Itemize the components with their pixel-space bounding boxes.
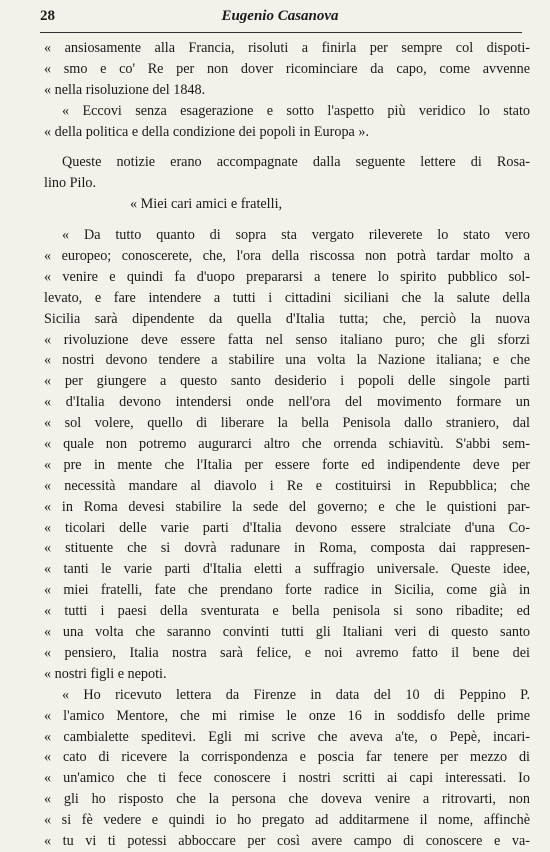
text-line: « un'amico che ti fece conoscere i nostri scritti ai capi interessati. Io [44,770,530,787]
text-line: Queste notizie erano accompagnate dalla seguente lettere di Rosa- [62,154,530,171]
text-line: « tanti le varie parti d'Italia eletti a suffragio universale. Queste idee, [44,561,530,578]
text-line: levato, e fare intendere a tutti i cittadini siciliani che la salute della [44,289,530,306]
header-rule [40,32,522,33]
text-line: « pensiero, Italia nostra sarà felice, e noi avremo fatto il bene dei [44,644,530,661]
text-line: « tu vi ti potessi abboccare per così avere campo di conoscere e va- [44,832,530,849]
text-line: « della politica e della condizione dei popoli in Europa ». [44,123,370,140]
paragraph-gap [44,215,530,225]
text-line: « pre in mente che l'Italia per essere forte ed indipendente deve per [44,456,530,473]
text-line: « necessità mandare al diavolo i Re e costituirsi in Repubblica; che [44,477,530,494]
text-line: « una volta che saranno convinti tutti gli Italiani veri di questo santo [44,624,530,641]
text-line: « gli ho risposto che la persona che doveva venire a ritrovarti, non [44,791,530,808]
page-body [44,38,530,852]
text-line: « tutti i paesi della sventurata e bella penisola si sono ribadite; ed [44,603,530,620]
text-line: « smo e co' Re per non dover ricominciare da capo, come avvenne [44,60,530,77]
text-line: « ansiosamente alla Francia, risoluti a finirla per sempre col dispoti- [44,40,530,56]
text-line: « nostri devono tendere a stabilire una volta la Nazione italiana; e che [44,352,530,369]
text-line: « nostri figli e nepoti. [44,665,167,682]
text-line: « per giungere a questo santo desiderio i popoli delle singole parti [44,373,530,390]
text-line: « l'amico Mentore, che mi rimise le onze 16 in soddisfo delle prime [44,707,530,724]
text-line: « sol volere, quello di liberare la bella Penisola dallo straniero, dal [44,415,530,432]
paragraph-gap [44,142,530,152]
text-line: lino Pilo. [44,175,97,192]
page-header [40,8,520,30]
text-line: « cato di ricevere la corrispondenza e poscia far tenere per mezzo di [44,749,530,766]
page-number: 28 [40,8,55,24]
text-line: « Eccovi senza esagerazione e sotto l'aspetto più veridico lo stato [62,102,530,119]
text-line: « venire e quindi fa d'uopo prepararsi a tenere lo spirito pubblico sol- [44,268,530,285]
text-line: « si fè vedere e quindi io ho pregato ad additarmene il nome, affinchè [44,812,530,829]
text-line: « Ho ricevuto lettera da Firenze in data del 10 di Peppino P. [62,686,530,703]
text-line: « in Roma devesi stabilire la sede del governo; e che le quistioni par- [44,498,530,515]
text-line: « stituente che si dovrà radunare in Roma, composta dai rappresen- [44,540,530,557]
text-line: « miei fratelli, fate che prendano forte radice in Sicilia, come già in [44,582,530,599]
text-line: « cambialette speditevi. Egli mi scrive che aveva a'te, o Pepè, incari- [44,728,530,745]
text-line: « europeo; conoscerete, che, l'ora della riscossa non potrà tardar molto a [44,248,530,265]
text-line: « quale non potremo augurarci altro che orrenda schiavitù. S'abbi sem- [44,436,530,453]
text-line: « ticolari delle varie parti d'Italia devono essere stralciate d'una Co- [44,519,530,536]
text-line: « Miei cari amici e fratelli, [130,196,283,213]
text-line: « d'Italia devono intendersi onde nell'ora del movimento formare un [44,394,530,411]
text-line: « Da tutto quanto di sopra sta vergato rileverete lo stato vero [62,227,530,244]
text-line: « rivoluzione deve essere fatta nel senso italiano puro; che gli sforzi [44,331,530,348]
running-head: Eugenio Casanova [221,8,339,24]
text-line: Sicilia sarà dipendente da quella d'Italia tutta; che, perciò la nuova [44,310,530,327]
text-line: « nella risoluzione del 1848. [44,81,206,98]
